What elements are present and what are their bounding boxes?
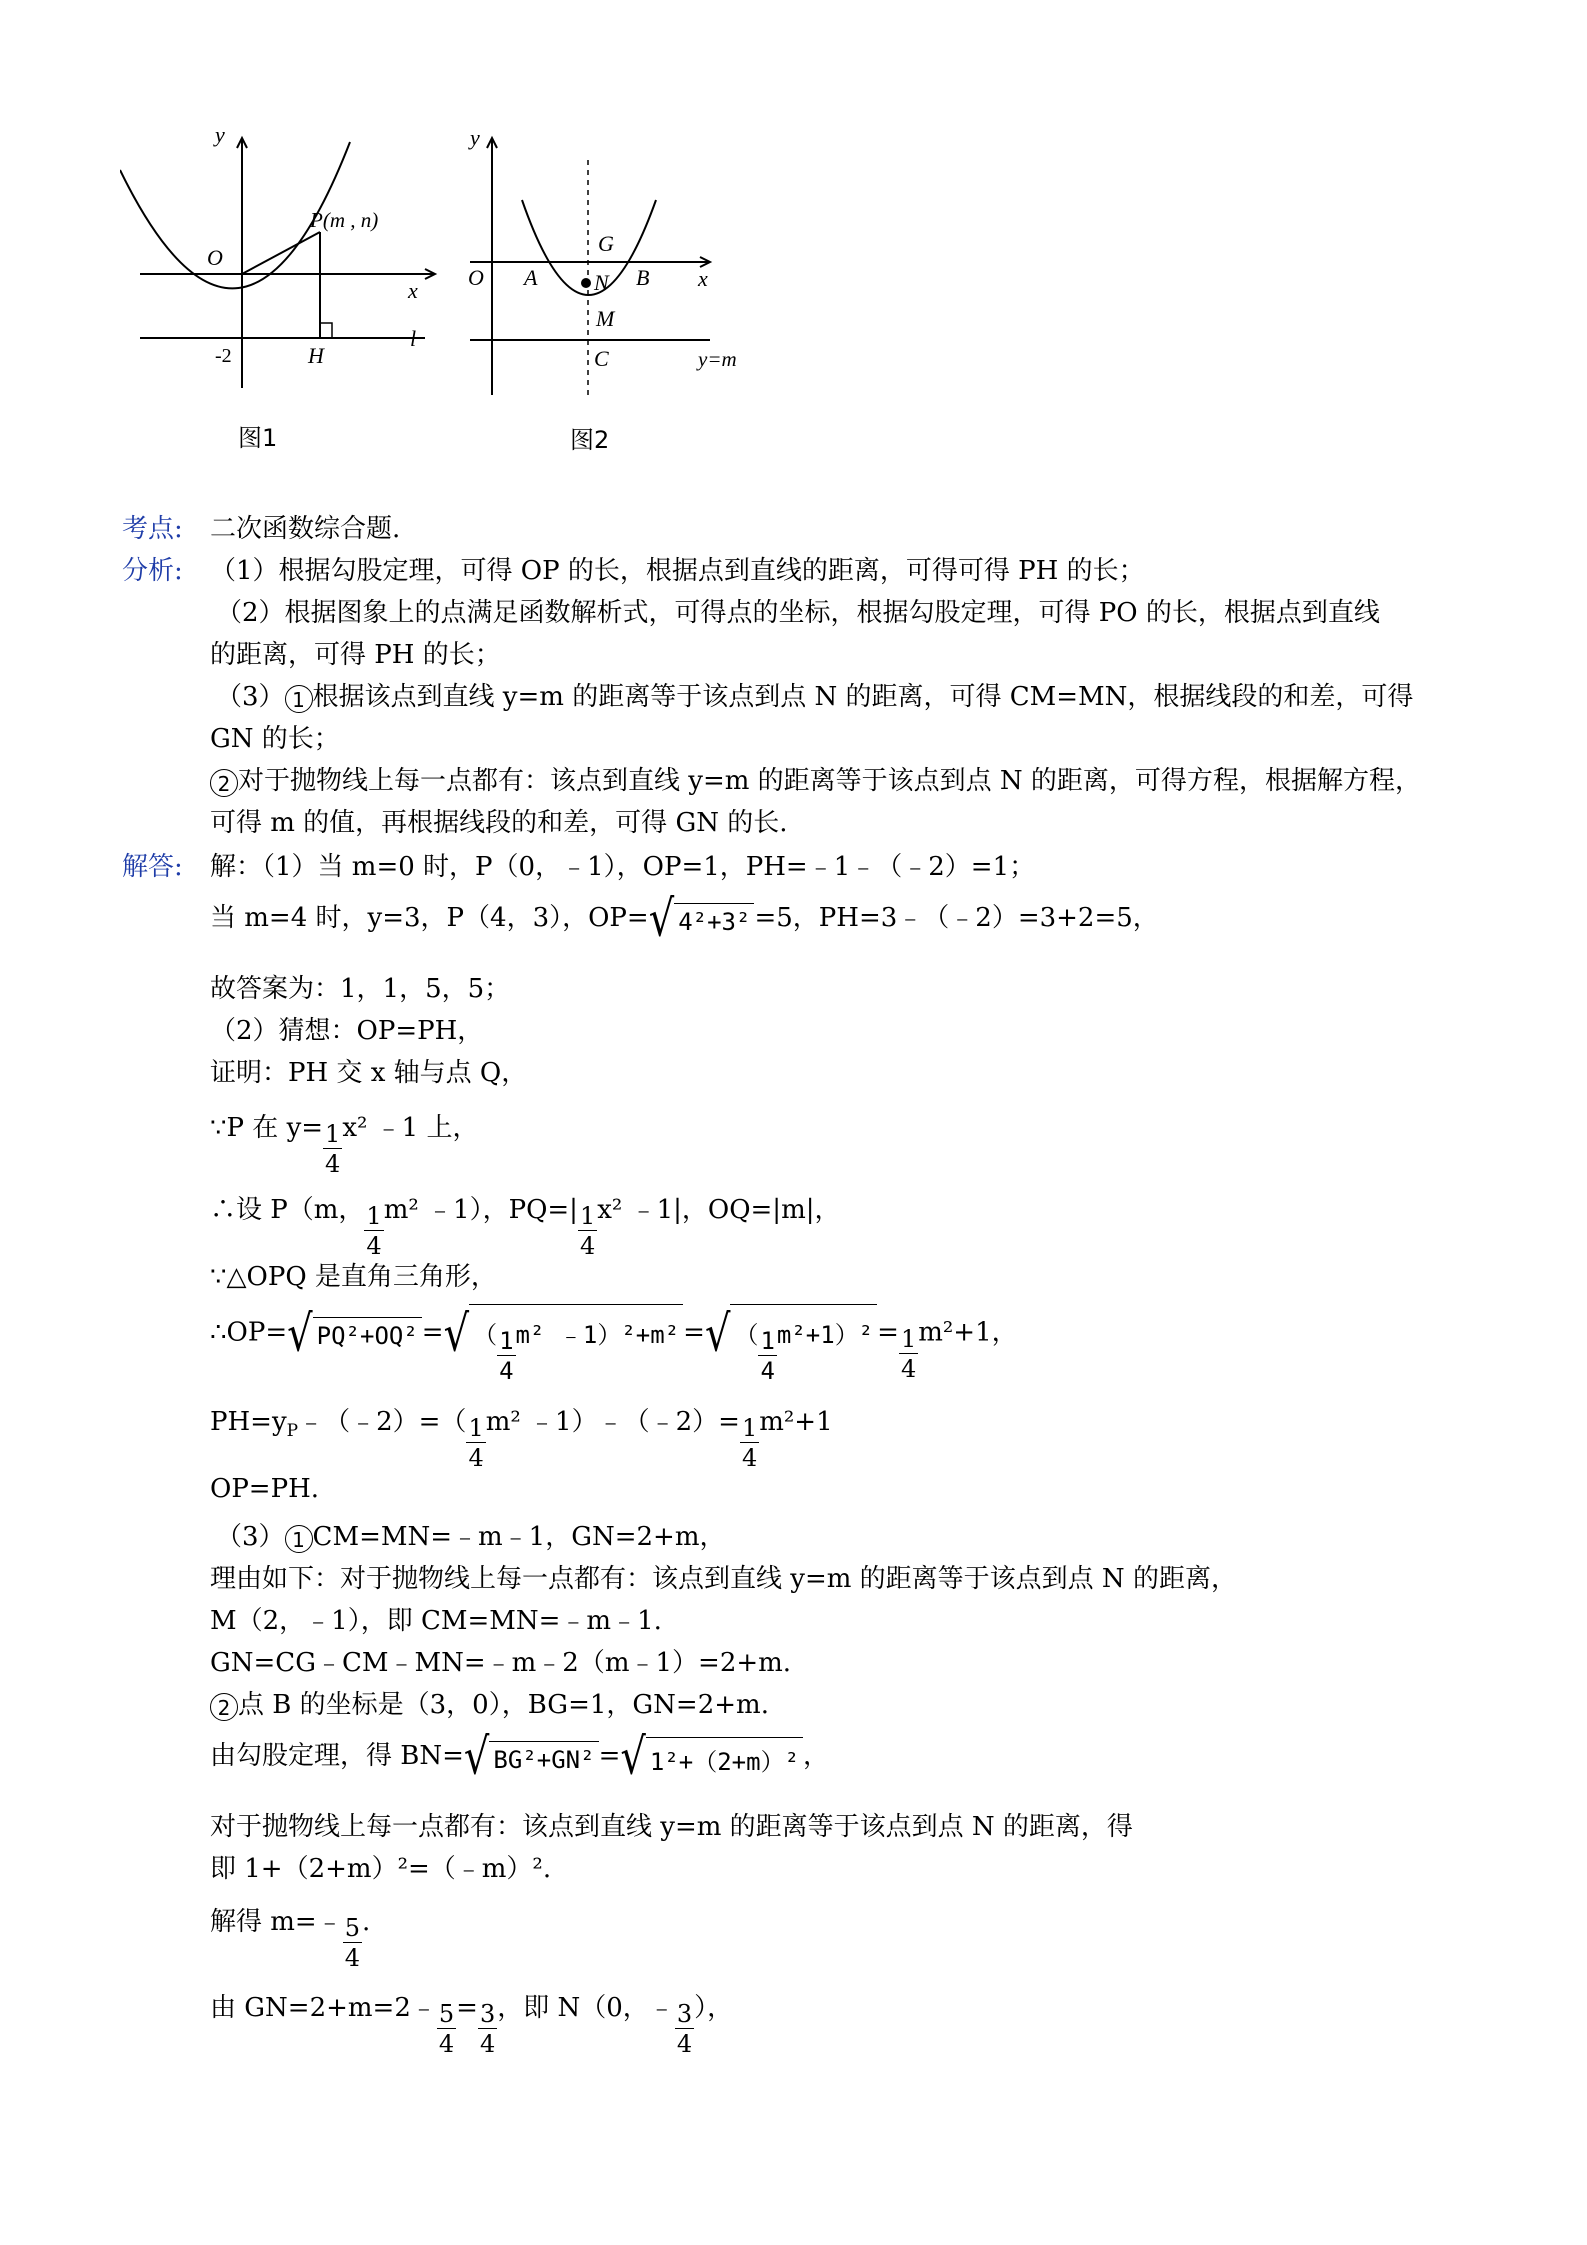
fraction [478,2002,497,2056]
fig2-g-label: G [598,231,614,256]
fraction [437,2002,456,2056]
fraction-numerator: 5 [344,1914,360,1942]
fenxi-line-3: 的距离，可得 PH 的长； [210,640,501,670]
fenxi-line-1: （1）根据勾股定理，可得 OP 的长，根据点到直线的距离，可得可得 PH 的长； [210,556,1145,586]
circled-two-icon: 2 [210,1693,238,1721]
fig2-n-label: N [594,270,609,295]
fraction-numerator: 1 [366,1202,382,1230]
sqrt-body: 1²+（2+m）² [646,1737,803,1777]
l21d: ）， [694,1993,734,2023]
fraction-numerator: 5 [438,2000,455,2028]
fig2-x-label: x [698,266,708,291]
fenxi-line-6 [210,760,1421,797]
jieda-line-16 [210,1684,769,1721]
fraction-numerator: 1 [325,1120,341,1148]
jieda-label: 解答: [122,852,183,882]
jieda-line-20 [210,1896,371,1972]
figure-1-caption: 图1 [238,424,278,452]
jieda-line-3: 故答案为：1，1，5，5； [210,974,511,1004]
l7a: ∴设 P（m， [210,1195,365,1225]
fraction-denominator: 4 [468,1444,484,1472]
jieda-line-13: 理由如下：对于抛物线上每一点都有：该点到直线 y=m 的距离等于该点到点 N 的距离， [210,1564,1237,1594]
subscript-p: P [286,1421,299,1442]
kaodian-label: 考点: [122,514,183,544]
circled-two-icon: 2 [210,769,238,797]
fraction-numerator: 3 [676,2000,693,2028]
fig1-x-label: x [408,278,418,303]
fenxi-line-4 [216,676,1413,713]
sqrt-expr: √ BG²+GN² [464,1734,599,1780]
equals: = [421,1317,444,1348]
fig2-ym-label: y=m [698,347,737,371]
fig2-origin-label: O [468,265,484,290]
figure-2-caption: 图2 [570,426,610,454]
l7c: x² ﹣1|，OQ=|m|， [597,1195,841,1225]
fenxi-line-7: 可得 m 的值，再根据线段的和差，可得 GN 的长. [210,808,788,838]
fig1-y-label: y [215,122,225,147]
jieda-line-17 [210,1728,830,1786]
circled-one-icon: 1 [285,1525,313,1553]
sqrt-expr: √ （ $\frac{1}{4}$ m² ﹣1）²+m² [444,1304,684,1363]
jieda-line-18: 对于抛物线上每一点都有：该点到直线 y=m 的距离等于该点到点 N 的距离，得 [210,1812,1133,1842]
jieda-line-15: GN=CG﹣CM﹣MN=﹣m﹣2（m﹣1）=2+m. [210,1648,792,1678]
fraction-denominator: 4 [499,1357,514,1385]
sqrt-expr: √ 4²+3² [649,896,755,942]
l21a: 由 GN=2+m=2﹣ [210,1993,437,2023]
fraction-numerator: 1 [468,1414,484,1442]
fenxi-label: 分析: [122,556,183,586]
fig2-c-label: C [594,346,609,371]
sqrt-body: 4²+3² [674,903,754,936]
l21b: = [456,1993,478,2023]
fraction-denominator: 4 [760,1357,775,1385]
fraction-denominator: 4 [579,1232,596,1260]
l17end: ， [803,1741,830,1771]
fraction [497,1329,515,1383]
l6a: ∵P 在 y= [210,1113,324,1143]
kaodian-text: 二次函数综合题. [210,514,401,544]
fig1-h-label: H [308,343,324,368]
jieda-line-10 [210,1396,833,1472]
jieda-line-9 [210,1304,1018,1385]
sqrt-body [469,1304,683,1385]
fraction-numerator: 1 [499,1327,514,1355]
l7b: m² ﹣1），PQ=| [383,1195,578,1225]
fraction [758,1329,776,1383]
fraction [740,1416,759,1470]
fraction-denominator: 4 [676,2030,693,2058]
jieda-line-5: 证明：PH 交 x 轴与点 Q， [210,1058,528,1088]
jieda-line-14: M（2，﹣1），即 CM=MN=﹣m﹣1. [210,1606,662,1636]
fig2-b-label: B [636,265,650,290]
fraction [899,1324,918,1383]
equals: = [683,1317,705,1348]
fig2-m-label: M [596,306,615,331]
l10b: ﹣（﹣2）=（ [298,1407,467,1437]
fraction-denominator: 4 [325,1150,341,1178]
fenxi-line-4-prefix: （3） [216,682,285,712]
sqrt-body [730,1304,877,1385]
sqrt-tail: m² ﹣1）²+m² [515,1321,680,1349]
jieda-line-11: OP=PH. [210,1474,320,1504]
fenxi-line-6-text: 对于抛物线上每一点都有：该点到直线 y=m 的距离等于该点到点 N 的距离，可得方程，根据解方程， [238,766,1421,796]
fraction [364,1204,383,1258]
paren: （ [473,1321,498,1349]
jieda-line-2 [210,890,1159,948]
l9a: ∴OP= [210,1317,288,1348]
fenxi-line-2: （2）根据图象上的点满足函数解析式，可得点的坐标，根据勾股定理，可得 PO 的长，根据点到直线 [216,598,1380,628]
l10a: PH=y [210,1407,287,1437]
l21c: ，即 N（0，﹣ [497,1993,675,2023]
fenxi-line-4-text: 根据该点到直线 y=m 的距离等于该点到点 N 的距离，可得 CM=MN，根据线段的和差，可得 [312,682,1414,712]
sqrt-expr: √ （ $\frac{1}{4}$ m²+1）² [705,1304,877,1363]
fenxi-line-5: GN 的长； [210,724,340,754]
figure-2 [460,120,780,410]
sqrt-body: PQ²+OQ² [313,1317,422,1350]
fraction-denominator: 4 [438,2030,455,2058]
fraction-numerator: 1 [741,1414,758,1442]
sqrt-expr: √ PQ²+OQ² [287,1311,422,1357]
fig1-point-label: P(m , n) [310,208,379,232]
equals: = [877,1317,899,1348]
jieda-line-1: 解：（1）当 m=0 时，P（0，﹣1），OP=1，PH=﹣1﹣（﹣2）=1； [210,852,1036,882]
jieda-line-7 [210,1184,841,1260]
fig2-y-label: y [470,125,480,150]
fraction-denominator: 4 [344,1944,360,1972]
paren: （ [734,1321,759,1349]
jieda-line-19: 即 1+（2+m）²=（﹣m）². [210,1854,552,1884]
jieda-line-4: （2）猜想：OP=PH， [210,1016,484,1046]
fig1-origin-label: O [207,245,223,270]
jieda-line-21 [210,1982,734,2058]
fraction [675,2002,694,2056]
l6b: x² ﹣1 上， [342,1113,479,1143]
sqrt-body: BG²+GN² [489,1741,598,1774]
fraction-denominator: 4 [900,1354,917,1383]
fraction [466,1416,485,1470]
fraction-numerator: 1 [579,1202,596,1230]
l12a: （3） [216,1522,285,1552]
l12b: CM=MN=﹣m﹣1，GN=2+m， [312,1522,726,1552]
fraction-numerator: 1 [760,1327,775,1355]
l20a: 解得 m=﹣ [210,1907,343,1937]
fraction [323,1122,342,1176]
jieda-line-2-b: =5，PH=3﹣（﹣2）=3+2=5， [754,903,1159,933]
fraction-numerator: 1 [900,1324,917,1353]
fraction [578,1204,597,1258]
figure-1 [120,120,460,400]
fraction-numerator: 3 [479,2000,496,2028]
jieda-line-2-a: 当 m=4 时，y=3，P（4，3），OP= [210,903,649,933]
jieda-line-12 [216,1516,726,1553]
fraction-denominator: 4 [741,1444,758,1472]
l16: 点 B 的坐标是（3，0），BG=1，GN=2+m. [238,1690,769,1720]
l9end: m²+1， [918,1317,1018,1348]
fig1-l-label: l [410,326,417,351]
fraction-denominator: 4 [479,2030,496,2058]
equals: = [598,1741,621,1771]
circled-one-icon: 1 [285,685,313,713]
l20end: . [362,1907,371,1937]
l17a: 由勾股定理，得 BN= [210,1741,464,1771]
sqrt-tail: m²+1）² [776,1321,874,1349]
fig2-a-label: A [524,265,538,290]
sqrt-expr: √ 1²+（2+m）² [620,1734,803,1780]
fraction [343,1916,362,1970]
l10c: m² ﹣1）﹣（﹣2）= [485,1407,740,1437]
fraction-denominator: 4 [366,1232,382,1260]
l10d: m²+1 [759,1407,833,1437]
jieda-line-6 [210,1102,479,1178]
fig1-tick-label: -2 [215,345,232,367]
jieda-line-8: ∵△OPQ 是直角三角形， [210,1262,497,1292]
